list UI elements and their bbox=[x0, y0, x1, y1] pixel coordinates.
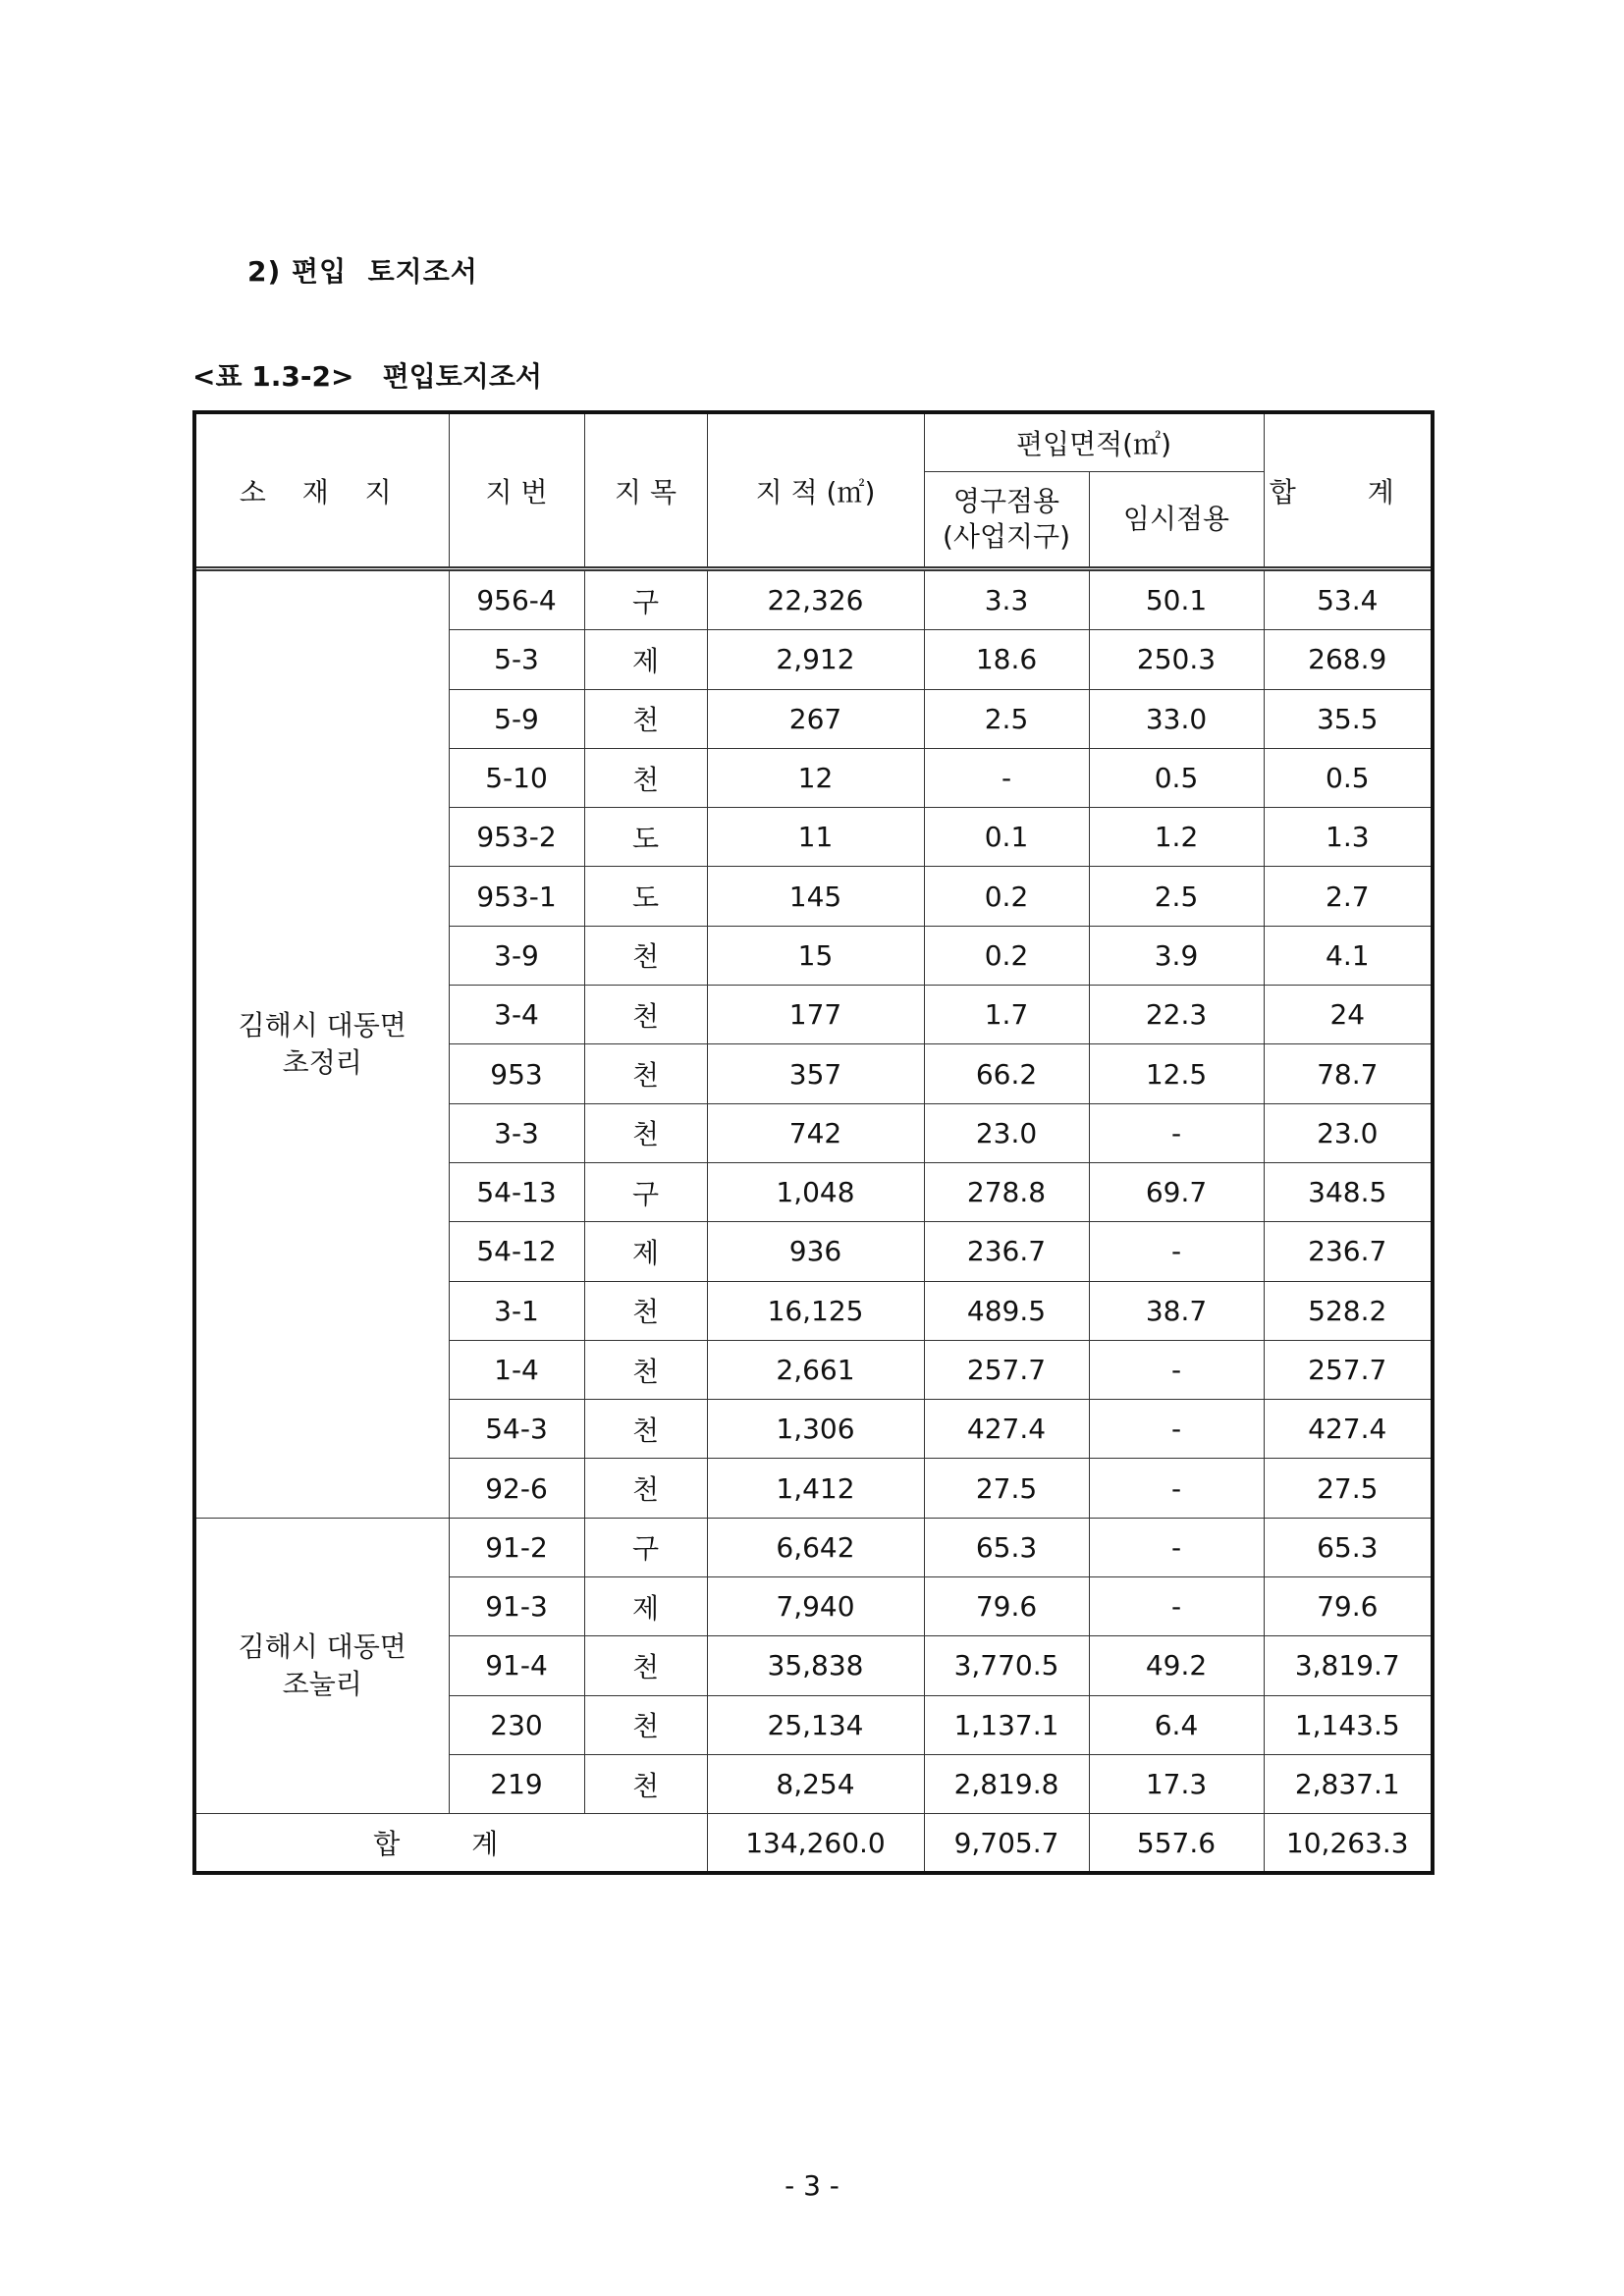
total-cell: 427.4 bbox=[1264, 1400, 1431, 1459]
land-category-cell: 제 bbox=[584, 1577, 707, 1636]
land-category-cell: 천 bbox=[584, 1695, 707, 1754]
land-category-cell: 도 bbox=[584, 867, 707, 926]
grand-total-row bbox=[196, 1814, 1431, 1872]
temporary-use-cell: - bbox=[1089, 1459, 1264, 1518]
lot-number-cell: 3-1 bbox=[449, 1281, 584, 1340]
temporary-use-cell: 69.7 bbox=[1089, 1162, 1264, 1221]
grand-total-permanent: 9,705.7 bbox=[924, 1814, 1089, 1872]
lot-number-cell: 3-9 bbox=[449, 926, 584, 985]
temporary-use-cell: - bbox=[1089, 1400, 1264, 1459]
land-category-cell: 천 bbox=[584, 1340, 707, 1399]
permanent-use-cell: 257.7 bbox=[924, 1340, 1089, 1399]
total-cell: 65.3 bbox=[1264, 1518, 1431, 1576]
land-area-cell: 936 bbox=[707, 1222, 924, 1281]
section-heading: 2) 편입 토지조서 bbox=[247, 255, 478, 288]
temporary-use-cell: 38.7 bbox=[1089, 1281, 1264, 1340]
lot-number-cell: 92-6 bbox=[449, 1459, 584, 1518]
header-permanent-use-line1: 영구점용 bbox=[952, 484, 1060, 517]
permanent-use-cell: - bbox=[924, 748, 1089, 807]
land-area-cell: 1,306 bbox=[707, 1400, 924, 1459]
temporary-use-cell: 33.0 bbox=[1089, 689, 1264, 748]
land-area-cell: 1,412 bbox=[707, 1459, 924, 1518]
table-row bbox=[196, 569, 1431, 630]
temporary-use-cell: - bbox=[1089, 1222, 1264, 1281]
lot-number-cell: 54-13 bbox=[449, 1162, 584, 1221]
total-cell: 53.4 bbox=[1264, 569, 1431, 630]
land-category-cell: 천 bbox=[584, 1044, 707, 1103]
lot-number-cell: 953-1 bbox=[449, 867, 584, 926]
land-area-cell: 742 bbox=[707, 1103, 924, 1162]
total-cell: 27.5 bbox=[1264, 1459, 1431, 1518]
land-area-cell: 16,125 bbox=[707, 1281, 924, 1340]
lot-number-cell: 91-3 bbox=[449, 1577, 584, 1636]
land-area-cell: 267 bbox=[707, 689, 924, 748]
total-cell: 348.5 bbox=[1264, 1162, 1431, 1221]
temporary-use-cell: 250.3 bbox=[1089, 630, 1264, 689]
lot-number-cell: 230 bbox=[449, 1695, 584, 1754]
total-cell: 3,819.7 bbox=[1264, 1636, 1431, 1695]
land-table bbox=[196, 414, 1431, 1871]
permanent-use-cell: 65.3 bbox=[924, 1518, 1089, 1576]
permanent-use-cell: 236.7 bbox=[924, 1222, 1089, 1281]
temporary-use-cell: - bbox=[1089, 1518, 1264, 1576]
land-area-cell: 2,912 bbox=[707, 630, 924, 689]
temporary-use-cell: 17.3 bbox=[1089, 1754, 1264, 1813]
land-category-cell: 구 bbox=[584, 1518, 707, 1576]
temporary-use-cell: - bbox=[1089, 1577, 1264, 1636]
permanent-use-cell: 27.5 bbox=[924, 1459, 1089, 1518]
temporary-use-cell: 3.9 bbox=[1089, 926, 1264, 985]
permanent-use-cell: 1,137.1 bbox=[924, 1695, 1089, 1754]
permanent-use-cell: 66.2 bbox=[924, 1044, 1089, 1103]
land-category-cell: 천 bbox=[584, 1636, 707, 1695]
land-area-cell: 8,254 bbox=[707, 1754, 924, 1813]
lot-number-cell: 91-4 bbox=[449, 1636, 584, 1695]
land-category-cell: 천 bbox=[584, 986, 707, 1044]
land-area-cell: 11 bbox=[707, 808, 924, 867]
total-cell: 79.6 bbox=[1264, 1577, 1431, 1636]
land-category-cell: 제 bbox=[584, 630, 707, 689]
total-cell: 2,837.1 bbox=[1264, 1754, 1431, 1813]
location-cell bbox=[196, 1518, 449, 1813]
land-area-cell: 35,838 bbox=[707, 1636, 924, 1695]
permanent-use-cell: 2.5 bbox=[924, 689, 1089, 748]
lot-number-cell: 953 bbox=[449, 1044, 584, 1103]
lot-number-cell: 5-9 bbox=[449, 689, 584, 748]
land-area-cell: 12 bbox=[707, 748, 924, 807]
temporary-use-cell: 49.2 bbox=[1089, 1636, 1264, 1695]
permanent-use-cell: 2,819.8 bbox=[924, 1754, 1089, 1813]
temporary-use-cell: 1.2 bbox=[1089, 808, 1264, 867]
land-category-cell: 천 bbox=[584, 926, 707, 985]
temporary-use-cell: 50.1 bbox=[1089, 569, 1264, 630]
location-cell bbox=[196, 569, 449, 1519]
land-area-cell: 6,642 bbox=[707, 1518, 924, 1576]
land-category-cell: 천 bbox=[584, 1754, 707, 1813]
permanent-use-cell: 0.2 bbox=[924, 867, 1089, 926]
land-category-cell: 도 bbox=[584, 808, 707, 867]
land-area-cell: 145 bbox=[707, 867, 924, 926]
permanent-use-cell: 0.2 bbox=[924, 926, 1089, 985]
permanent-use-cell: 278.8 bbox=[924, 1162, 1089, 1221]
header-total: 합 계 bbox=[1264, 414, 1431, 569]
lot-number-cell: 953-2 bbox=[449, 808, 584, 867]
land-category-cell: 제 bbox=[584, 1222, 707, 1281]
total-cell: 257.7 bbox=[1264, 1340, 1431, 1399]
header-incorporated-area: 편입면적(㎡) bbox=[924, 414, 1264, 472]
total-cell: 2.7 bbox=[1264, 867, 1431, 926]
lot-number-cell: 1-4 bbox=[449, 1340, 584, 1399]
land-area-cell: 25,134 bbox=[707, 1695, 924, 1754]
location-line1: 김해시 대동면 bbox=[238, 1630, 406, 1664]
land-category-cell: 구 bbox=[584, 569, 707, 630]
lot-number-cell: 54-3 bbox=[449, 1400, 584, 1459]
land-category-cell: 천 bbox=[584, 1103, 707, 1162]
land-area-cell: 1,048 bbox=[707, 1162, 924, 1221]
land-category-cell: 천 bbox=[584, 1400, 707, 1459]
lot-number-cell: 91-2 bbox=[449, 1518, 584, 1576]
total-cell: 1,143.5 bbox=[1264, 1695, 1431, 1754]
lot-number-cell: 956-4 bbox=[449, 569, 584, 630]
total-cell: 24 bbox=[1264, 986, 1431, 1044]
lot-number-cell: 3-3 bbox=[449, 1103, 584, 1162]
page-number: - 3 - bbox=[785, 2169, 839, 2202]
temporary-use-cell: 0.5 bbox=[1089, 748, 1264, 807]
permanent-use-cell: 18.6 bbox=[924, 630, 1089, 689]
temporary-use-cell: - bbox=[1089, 1340, 1264, 1399]
total-cell: 236.7 bbox=[1264, 1222, 1431, 1281]
grand-total-area: 134,260.0 bbox=[707, 1814, 924, 1872]
permanent-use-cell: 427.4 bbox=[924, 1400, 1089, 1459]
total-cell: 23.0 bbox=[1264, 1103, 1431, 1162]
total-cell: 528.2 bbox=[1264, 1281, 1431, 1340]
lot-number-cell: 5-3 bbox=[449, 630, 584, 689]
land-category-cell: 천 bbox=[584, 689, 707, 748]
temporary-use-cell: 2.5 bbox=[1089, 867, 1264, 926]
permanent-use-cell: 489.5 bbox=[924, 1281, 1089, 1340]
total-cell: 78.7 bbox=[1264, 1044, 1431, 1103]
table-body bbox=[196, 569, 1431, 1814]
permanent-use-cell: 1.7 bbox=[924, 986, 1089, 1044]
location-line1: 김해시 대동면 bbox=[238, 1009, 406, 1042]
total-cell: 0.5 bbox=[1264, 748, 1431, 807]
grand-total-temporary: 557.6 bbox=[1089, 1814, 1264, 1872]
permanent-use-cell: 79.6 bbox=[924, 1577, 1089, 1636]
land-area-cell: 357 bbox=[707, 1044, 924, 1103]
total-cell: 35.5 bbox=[1264, 689, 1431, 748]
permanent-use-cell: 0.1 bbox=[924, 808, 1089, 867]
header-permanent-use bbox=[924, 472, 1089, 569]
header-lot-number: 지 번 bbox=[449, 414, 584, 569]
land-area-cell: 22,326 bbox=[707, 569, 924, 630]
location-line2: 조눌리 bbox=[282, 1667, 362, 1700]
grand-total-label: 합 계 bbox=[196, 1814, 707, 1872]
land-category-cell: 천 bbox=[584, 1459, 707, 1518]
total-cell: 268.9 bbox=[1264, 630, 1431, 689]
table-caption: <표 1.3-2> 편입토지조서 bbox=[192, 360, 542, 393]
table-row bbox=[196, 1518, 1431, 1576]
header-land-area: 지 적 (㎡) bbox=[707, 414, 924, 569]
lot-number-cell: 3-4 bbox=[449, 986, 584, 1044]
land-area-cell: 177 bbox=[707, 986, 924, 1044]
land-area-cell: 7,940 bbox=[707, 1577, 924, 1636]
land-category-cell: 구 bbox=[584, 1162, 707, 1221]
land-survey-table bbox=[192, 410, 1435, 1875]
temporary-use-cell: - bbox=[1089, 1103, 1264, 1162]
land-area-cell: 2,661 bbox=[707, 1340, 924, 1399]
location-line2: 초정리 bbox=[282, 1045, 362, 1079]
lot-number-cell: 5-10 bbox=[449, 748, 584, 807]
temporary-use-cell: 12.5 bbox=[1089, 1044, 1264, 1103]
permanent-use-cell: 3.3 bbox=[924, 569, 1089, 630]
total-cell: 4.1 bbox=[1264, 926, 1431, 985]
total-cell: 1.3 bbox=[1264, 808, 1431, 867]
permanent-use-cell: 23.0 bbox=[924, 1103, 1089, 1162]
land-category-cell: 천 bbox=[584, 1281, 707, 1340]
land-area-cell: 15 bbox=[707, 926, 924, 985]
header-permanent-use-line2: (사업지구) bbox=[942, 520, 1071, 553]
grand-total-total: 10,263.3 bbox=[1264, 1814, 1431, 1872]
land-category-cell: 천 bbox=[584, 748, 707, 807]
header-location: 소 재 지 bbox=[196, 414, 449, 569]
temporary-use-cell: 22.3 bbox=[1089, 986, 1264, 1044]
header-temporary-use: 임시점용 bbox=[1089, 472, 1264, 569]
lot-number-cell: 54-12 bbox=[449, 1222, 584, 1281]
permanent-use-cell: 3,770.5 bbox=[924, 1636, 1089, 1695]
temporary-use-cell: 6.4 bbox=[1089, 1695, 1264, 1754]
header-land-category: 지 목 bbox=[584, 414, 707, 569]
header-row bbox=[196, 414, 1431, 472]
lot-number-cell: 219 bbox=[449, 1754, 584, 1813]
